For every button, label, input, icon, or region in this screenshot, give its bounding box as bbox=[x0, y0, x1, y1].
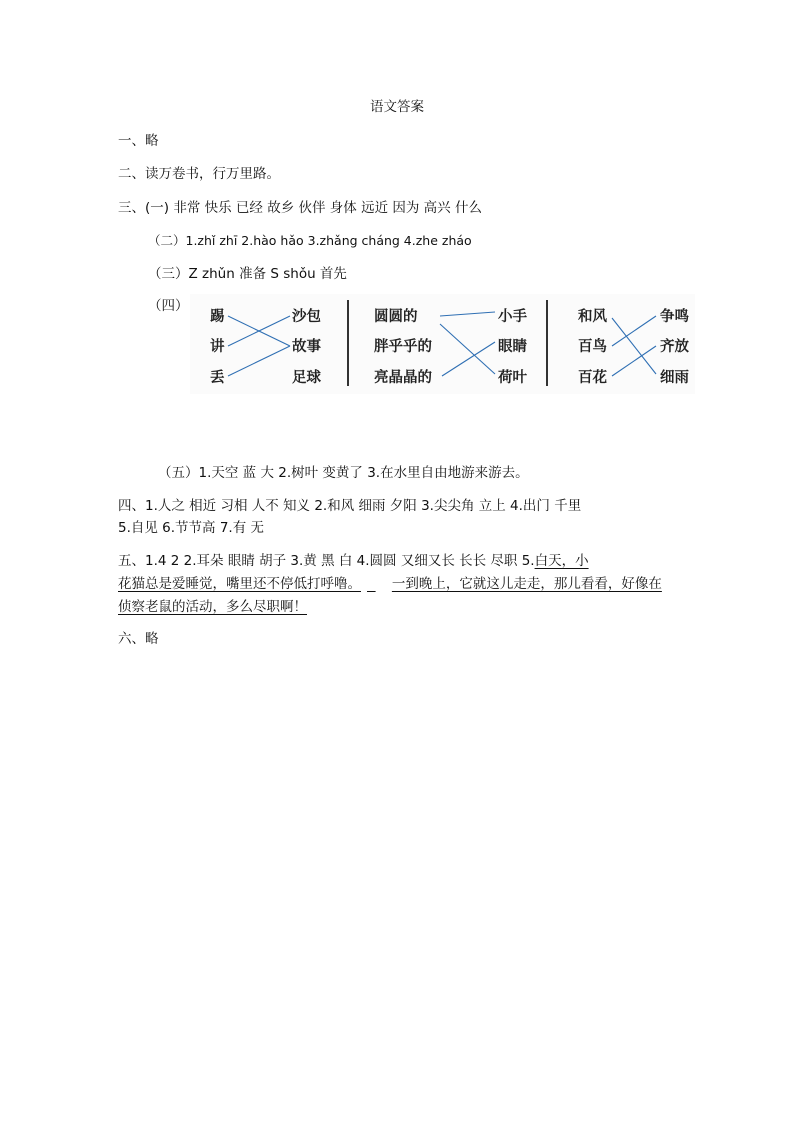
section-2: 二、读万卷书，行万里路。 bbox=[118, 166, 280, 182]
matching-exercise bbox=[190, 294, 695, 394]
section-3-part-1: 三、(一) 非常 快乐 已经 故乡 伙伴 身体 远近 因为 高兴 什么 bbox=[118, 200, 482, 216]
section-3-part-3: （三）Z zhǔn 准备 S shǒu 首先 bbox=[148, 266, 347, 282]
g1-right-3: 足球 bbox=[292, 370, 321, 386]
section-3-part-4-label: （四） bbox=[148, 298, 189, 314]
section-5-line-1 bbox=[118, 552, 589, 570]
section-5-line-2 bbox=[118, 575, 662, 593]
g1-right-1: 沙包 bbox=[292, 309, 321, 325]
section-5-underline-d: 侦察老鼠的活动，多么尽职啊！ bbox=[118, 599, 307, 615]
section-5-answers: 五、1.4 2 2.耳朵 眼睛 胡子 3.黄 黑 白 4.圆圆 又细又长 长长 尽职 5. bbox=[118, 553, 535, 569]
section-4-line-2: 5.自见 6.节节高 7.有 无 bbox=[118, 520, 265, 536]
g2-left-3: 亮晶晶的 bbox=[374, 370, 432, 386]
g1-left-3: 丢 bbox=[210, 370, 225, 386]
g1-left-2: 讲 bbox=[210, 339, 225, 355]
g2-right-1: 小手 bbox=[498, 309, 527, 325]
g2-left-2: 胖乎乎的 bbox=[374, 339, 432, 355]
section-6: 六、略 bbox=[118, 631, 159, 647]
g3-left-1: 和风 bbox=[578, 309, 607, 325]
matching-background bbox=[190, 294, 695, 394]
g1-right-2: 故事 bbox=[292, 339, 321, 355]
section-1: 一、略 bbox=[118, 133, 159, 149]
g3-right-2: 齐放 bbox=[660, 339, 689, 355]
g3-right-1: 争鸣 bbox=[660, 309, 689, 325]
section-5-underline-c: 一到晚上，它就这儿走走，那儿看看，好像在 bbox=[391, 576, 662, 592]
section-3-part-2: （二）1.zhǐ zhī 2.hào hǎo 3.zhǎng cháng 4.zhe zháo bbox=[148, 233, 472, 248]
section-5-line-3 bbox=[118, 598, 307, 616]
g1-left-1: 踢 bbox=[210, 309, 225, 325]
section-3-part-5: （五）1.天空 蓝 大 2.树叶 变黄了 3.在水里自由地游来游去。 bbox=[158, 465, 529, 481]
g3-right-3: 细雨 bbox=[660, 370, 689, 386]
section-5-underline-b: 花猫总是爱睡觉，嘴里还不停低打呼噜。 bbox=[118, 576, 361, 592]
g2-left-1: 圆圆的 bbox=[374, 309, 418, 325]
g3-left-2: 百鸟 bbox=[578, 339, 607, 355]
g3-left-3: 百花 bbox=[578, 370, 607, 386]
section-5-underline-a: 白天，小 bbox=[534, 553, 589, 569]
section-4-line-1: 四、1.人之 相近 习相 人不 知义 2.和风 细雨 夕阳 3.尖尖角 立上 4.出门 千里 bbox=[118, 498, 582, 514]
g2-right-2: 眼睛 bbox=[498, 339, 527, 355]
page-title: 语文答案 bbox=[370, 99, 424, 115]
g2-right-3: 荷叶 bbox=[498, 370, 527, 386]
